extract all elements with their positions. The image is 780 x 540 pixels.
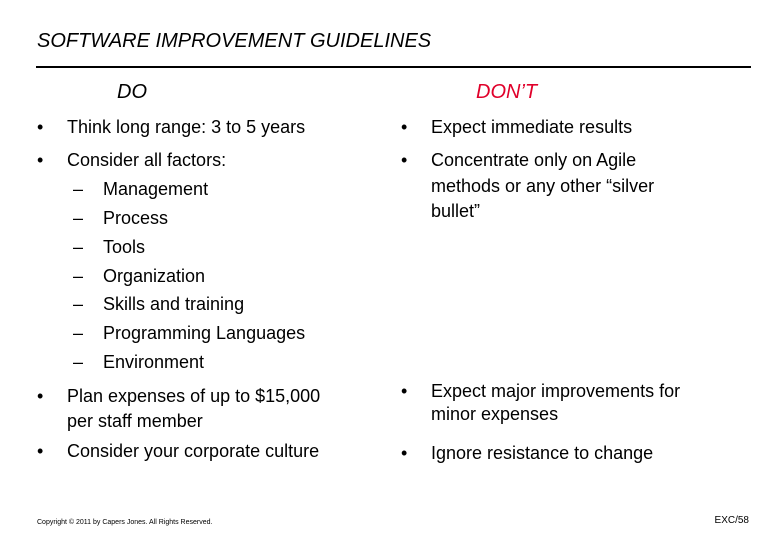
- bullet: •: [401, 117, 408, 137]
- dont-item-text-line3: bullet”: [431, 201, 481, 221]
- do-item-text: Consider your corporate culture: [67, 441, 320, 461]
- slide-title: SOFTWARE IMPROVEMENT GUIDELINES: [37, 30, 432, 52]
- bullet: •: [401, 443, 408, 463]
- bullet: •: [37, 150, 44, 170]
- dash: –: [73, 237, 84, 257]
- bullet: •: [401, 150, 408, 170]
- bullet: •: [37, 117, 44, 137]
- dash: –: [73, 294, 84, 314]
- dont-item-text-line2: minor expenses: [431, 404, 559, 424]
- bullet: •: [37, 386, 44, 406]
- dont-item-text-line2: methods or any other “silver: [431, 176, 655, 196]
- sub-item-text: Skills and training: [103, 294, 245, 314]
- title-divider: [36, 66, 751, 68]
- do-item-text-line2: per staff member: [67, 411, 203, 431]
- sub-item-text: Environment: [103, 352, 205, 372]
- sub-item-text: Process: [103, 208, 169, 228]
- bullet: •: [37, 441, 44, 461]
- dont-item-text: Expect immediate results: [431, 117, 633, 137]
- sub-item-text: Programming Languages: [103, 323, 306, 343]
- copyright-notice: Copyright © 2011 by Capers Jones. All Rights Reserved.: [37, 519, 213, 526]
- do-item-text: Think long range: 3 to 5 years: [67, 117, 306, 137]
- do-item-text: Consider all factors:: [67, 150, 227, 170]
- dash: –: [73, 179, 84, 199]
- sub-item-text: Organization: [103, 266, 206, 286]
- slide-number: EXC/58: [714, 515, 749, 526]
- dont-item-text-line1: Expect major improvements for: [431, 381, 681, 401]
- dash: –: [73, 323, 84, 343]
- dash: –: [73, 266, 84, 286]
- sub-item-text: Tools: [103, 237, 146, 257]
- dont-heading: DON’T: [476, 81, 538, 103]
- do-heading: DO: [117, 81, 147, 103]
- dont-item-text-line1: Concentrate only on Agile: [431, 150, 637, 170]
- dash: –: [73, 208, 84, 228]
- sub-item-text: Management: [103, 179, 209, 199]
- dont-item-text: Ignore resistance to change: [431, 443, 654, 463]
- dash: –: [73, 352, 84, 372]
- do-item-text-line1: Plan expenses of up to $15,000: [67, 386, 321, 406]
- bullet: •: [401, 381, 408, 401]
